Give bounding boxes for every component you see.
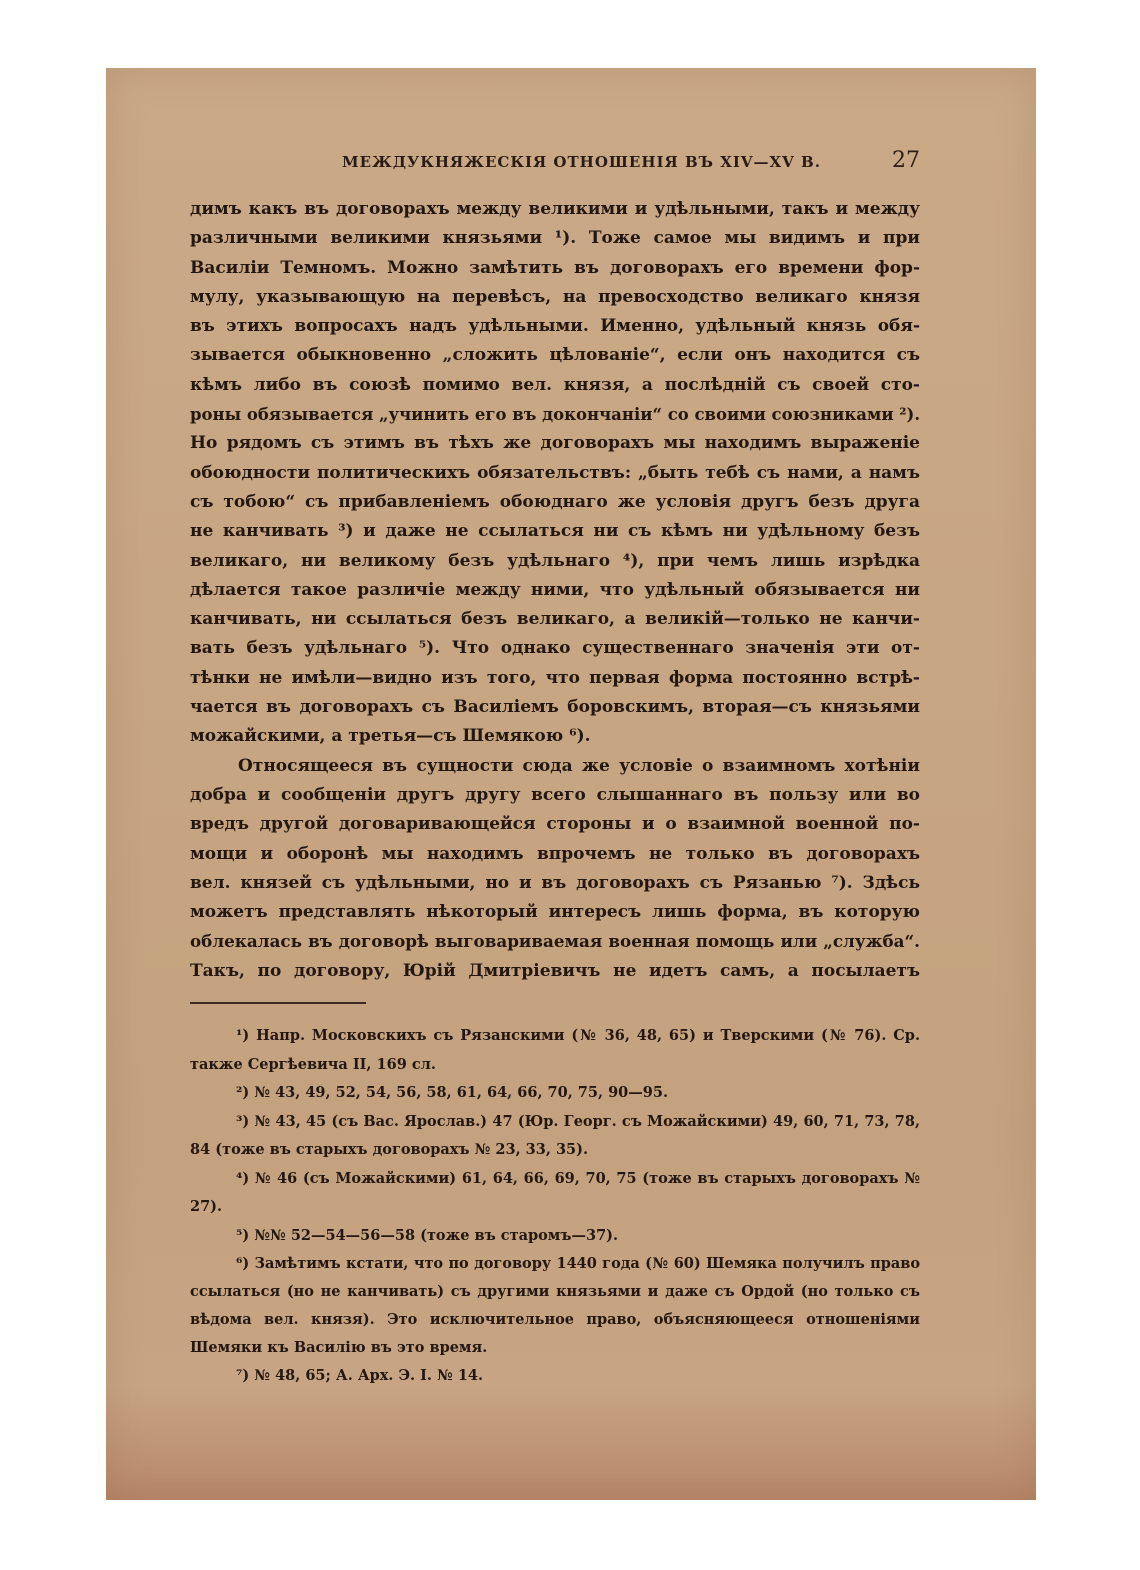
text-line: мощи и оборонѣ мы находимъ впрочемъ не только въ договорахъ — [190, 843, 920, 864]
text-line: вать безъ удѣльнаго ⁵). Что однако существеннаго значенія эти от- — [190, 638, 920, 659]
footnote-7: ⁷) № 48, 65; А. Арх. Э. I. № 14. — [236, 1367, 484, 1384]
page-number: 27 — [892, 148, 920, 173]
text-line: вел. князей съ удѣльными, но и въ договорахъ съ Рязанью ⁷). Здѣсь — [190, 872, 920, 893]
text-line: канчивать, ни ссылаться безъ великаго, а великій—только не канчи- — [190, 609, 920, 630]
text-line: различными великими князьями ¹). Тоже самое мы видимъ и при — [190, 228, 920, 249]
text-line: зывается обыкновенно „сложить цѣлованіе“, если онъ находится съ — [190, 345, 920, 366]
footnotes — [190, 1022, 920, 1391]
footnote-2: ²) № 43, 49, 52, 54, 56, 58, 61, 64, 66, 70, 75, 90—95. — [236, 1084, 668, 1101]
footnote-6: ⁶) Замѣтимъ кстати, что по договору 1440 года (№ 60) Шемяка получилъ право ссылаться (но не канчивать) съ другими князьями и даже съ Ордой (но только съ вѣдома вел. князя). Это исключительное право, объясняющееся отношеніями Шемяки къ Василію въ это время. — [190, 1255, 920, 1356]
main-text — [190, 195, 920, 986]
text-line: не канчивать ³) и даже не ссылаться ни съ кѣмъ ни удѣльному безъ — [190, 521, 920, 542]
footnote-4: ⁴) № 46 (съ Можайскими) 61, 64, 66, 69, 70, 75 (тоже въ старыхъ договорахъ № 27). — [190, 1169, 920, 1215]
text-line: чается въ договорахъ съ Василіемъ боровскимъ, вторая—съ князьями — [190, 697, 920, 718]
text-line: великаго, ни великому безъ удѣльнаго ⁴), при чемъ лишь изрѣдка — [190, 550, 920, 571]
text-line: мулу, указывающую на перевѣсъ, на превосходство великаго князя — [190, 286, 920, 307]
text-line: роны обязывается „учинить его въ докончаніи“ со своими союзниками ²). — [190, 405, 921, 425]
page-header — [190, 148, 930, 178]
text-line: можетъ представлять нѣкоторый интересъ лишь форма, въ которую — [190, 902, 920, 923]
text-line: въ этихъ вопросахъ надъ удѣльными. Именно, удѣльный князь обя- — [190, 316, 920, 337]
running-title: МЕЖДУКНЯЖЕСКІЯ ОТНОШЕНІЯ ВЪ XIV—XV В. — [342, 153, 821, 171]
text-line: вредъ другой договаривающейся стороны и о взаимной военной по- — [190, 814, 920, 835]
paragraph-1 — [190, 195, 920, 752]
text-line: добра и сообщеніи другъ другу всего слышаннаго въ пользу или во — [190, 784, 920, 805]
text-line: Такъ, по договору, Юрій Дмитріевичъ не идетъ самъ, а посылаетъ — [190, 960, 920, 981]
text-line: облекалась въ договорѣ выговариваемая военная помощь или „служба“. — [190, 931, 920, 952]
footnote-separator — [190, 1002, 366, 1004]
text-line: Относящееся въ сущности сюда же условіе о взаимномъ хотѣніи — [238, 755, 920, 776]
footnote-1: ¹) Напр. Московскихъ съ Рязанскими (№ 36, 48, 65) и Тверскими (№ 76). Ср. также Сергѣевича II, 169 сл. — [190, 1027, 920, 1073]
text-line: Но рядомъ съ этимъ въ тѣхъ же договорахъ мы находимъ выраженіе — [190, 433, 920, 454]
footnote-3: ³) № 43, 45 (съ Вас. Ярослав.) 47 (Юр. Георг. съ Можайскими) 49, 60, 71, 73, 78, 84 (тоже въ старыхъ договорахъ № 23, 33, 35). — [190, 1112, 920, 1158]
text-line: съ тобою“ съ прибавленіемъ обоюднаго же условія другъ безъ друга — [190, 491, 920, 512]
text-line: Василіи Темномъ. Можно замѣтить въ договорахъ его времени фор- — [190, 257, 920, 278]
text-line: обоюдности политическихъ обязательствъ: „быть тебѣ съ нами, а намъ — [190, 462, 920, 483]
text-line: кѣмъ либо въ союзѣ помимо вел. князя, а послѣдній съ своей сто- — [190, 374, 920, 395]
text-line: дѣлается такое различіе между ними, что удѣльный обязывается ни — [190, 579, 920, 600]
text-line: тѣнки не имѣли—видно изъ того, что первая форма постоянно встрѣ- — [190, 667, 920, 688]
text-line: димъ какъ въ договорахъ между великими и удѣльными, такъ и между — [190, 199, 920, 219]
paragraph-2 — [190, 752, 920, 986]
footnote-5: ⁵) №№ 52—54—56—58 (тоже въ старомъ—37). — [236, 1226, 619, 1244]
text-line: можайскими, а третья—съ Шемякою ⁶). — [190, 726, 591, 747]
